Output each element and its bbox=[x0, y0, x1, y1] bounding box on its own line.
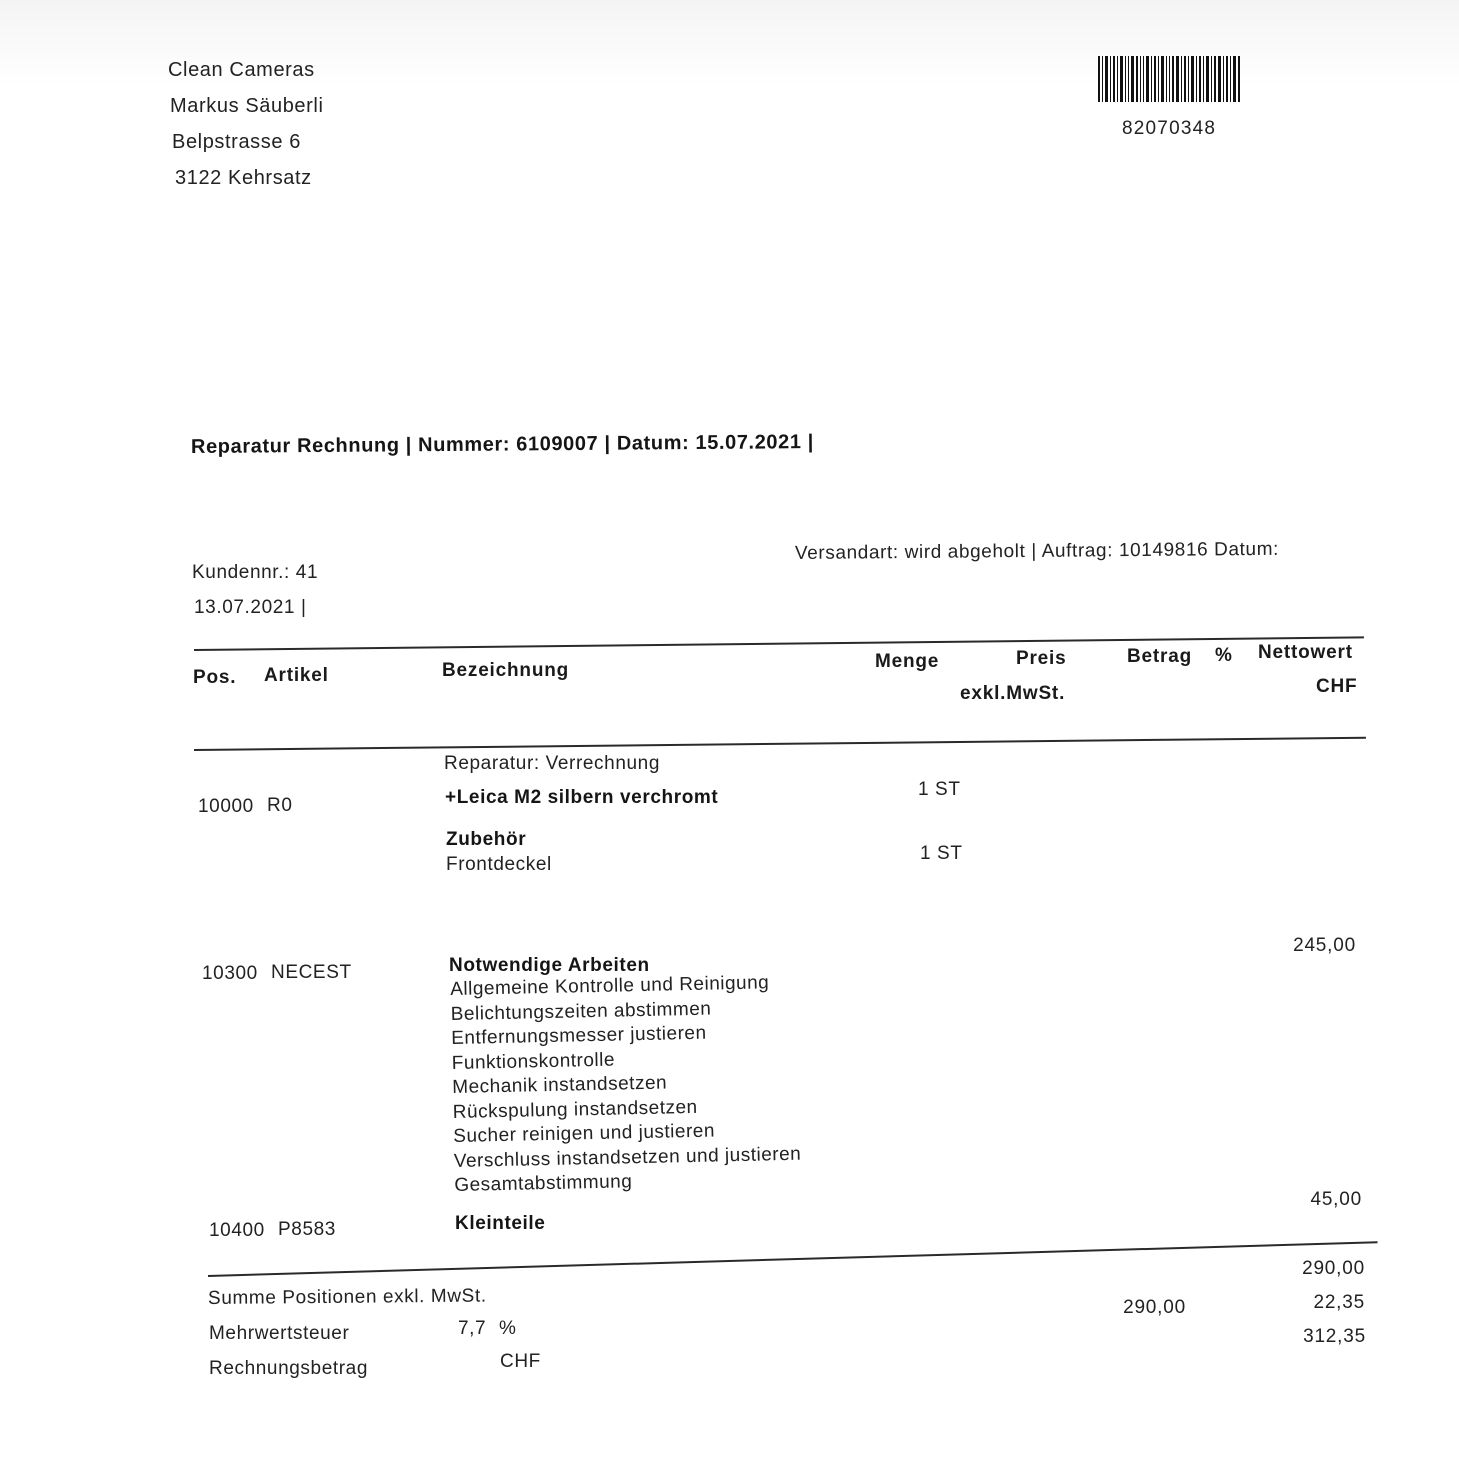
header-preis: Preis bbox=[1016, 648, 1067, 669]
row-pos-necest: 10300 bbox=[202, 963, 258, 984]
work-items-list bbox=[450, 971, 802, 1199]
work-item: Gesamtabstimmung bbox=[454, 1171, 633, 1196]
sender-city: 3122 Kehrsatz bbox=[175, 167, 312, 189]
row-artikel: R0 bbox=[267, 795, 293, 816]
row-bezeichnung: +Leica M2 silbern verchromt bbox=[445, 787, 719, 808]
row-artikel-necest: NECEST bbox=[271, 962, 352, 983]
work-item: Entfernungsmesser justieren bbox=[451, 1022, 707, 1049]
row-menge: 1 ST bbox=[918, 779, 961, 800]
row-pos-kleinteile: 10400 bbox=[209, 1220, 265, 1241]
header-nettowert: Nettowert bbox=[1258, 642, 1353, 663]
row-heading-kleinteile: Kleinteile bbox=[455, 1213, 546, 1234]
work-item: Rückspulung instandsetzen bbox=[452, 1096, 698, 1123]
row-nettowert-kleinteile: 45,00 bbox=[1310, 1189, 1362, 1210]
vat-label: Mehrwertsteuer bbox=[209, 1323, 350, 1344]
header-percent: % bbox=[1215, 645, 1233, 666]
sender-name: Markus Säuberli bbox=[170, 95, 324, 117]
barcode-graphic bbox=[1098, 56, 1240, 102]
sender-company: Clean Cameras bbox=[168, 59, 315, 81]
invoice-title: Reparatur Rechnung | Nummer: 6109007 | Datum: 15.07.2021 | bbox=[190, 431, 815, 458]
order-info: Versandart: wird abgeholt | Auftrag: 10149816 Datum: bbox=[794, 538, 1280, 564]
row-artikel-kleinteile: P8583 bbox=[278, 1219, 336, 1240]
row-heading-arbeiten: Notwendige Arbeiten bbox=[449, 955, 650, 976]
sum-value: 290,00 bbox=[1302, 1258, 1365, 1279]
vat-base-value: 290,00 bbox=[1123, 1297, 1186, 1318]
work-item: Belichtungszeiten abstimmen bbox=[450, 998, 712, 1025]
work-item: Allgemeine Kontrolle und Reinigung bbox=[450, 972, 770, 1000]
order-date: 13.07.2021 | bbox=[194, 597, 307, 618]
customer-number: Kundennr.: 41 bbox=[192, 562, 319, 583]
row-nettowert-arbeiten: 245,00 bbox=[1293, 935, 1356, 956]
sum-label: Summe Positionen exkl. MwSt. bbox=[207, 1285, 487, 1309]
row-heading-zubehoer: Zubehör bbox=[446, 829, 527, 850]
vat-value: 22,35 bbox=[1313, 1292, 1365, 1313]
barcode-number: 82070348 bbox=[1122, 118, 1217, 139]
header-artikel: Artikel bbox=[264, 665, 329, 686]
vat-rate: 7,7 bbox=[458, 1318, 487, 1339]
total-value: 312,35 bbox=[1303, 1326, 1366, 1347]
work-item: Sucher reinigen und justieren bbox=[453, 1120, 716, 1147]
row-pre-label: Reparatur: Verrechnung bbox=[444, 753, 660, 774]
header-betrag: Betrag bbox=[1127, 646, 1192, 667]
sender-street: Belpstrasse 6 bbox=[172, 131, 301, 153]
header-pos: Pos. bbox=[193, 667, 237, 688]
total-label: Rechnungsbetrag bbox=[209, 1358, 368, 1379]
total-currency: CHF bbox=[500, 1351, 541, 1372]
header-bezeichnung: Bezeichnung bbox=[442, 660, 570, 681]
header-nettowert-sub: CHF bbox=[1316, 676, 1358, 697]
work-item: Funktionskontrolle bbox=[451, 1049, 616, 1074]
vat-percent: % bbox=[499, 1318, 517, 1339]
header-preis-sub: exkl.MwSt. bbox=[960, 683, 1066, 704]
table-header-rule bbox=[194, 737, 1366, 751]
row-bezeichnung-frontdeckel: Frontdeckel bbox=[446, 854, 552, 875]
header-menge: Menge bbox=[875, 651, 940, 672]
row-pos: 10000 bbox=[198, 796, 254, 817]
totals-rule bbox=[208, 1241, 1378, 1276]
work-item: Mechanik instandsetzen bbox=[452, 1072, 668, 1098]
work-item: Verschluss instandsetzen und justieren bbox=[453, 1143, 802, 1172]
row-menge-frontdeckel: 1 ST bbox=[920, 843, 963, 864]
